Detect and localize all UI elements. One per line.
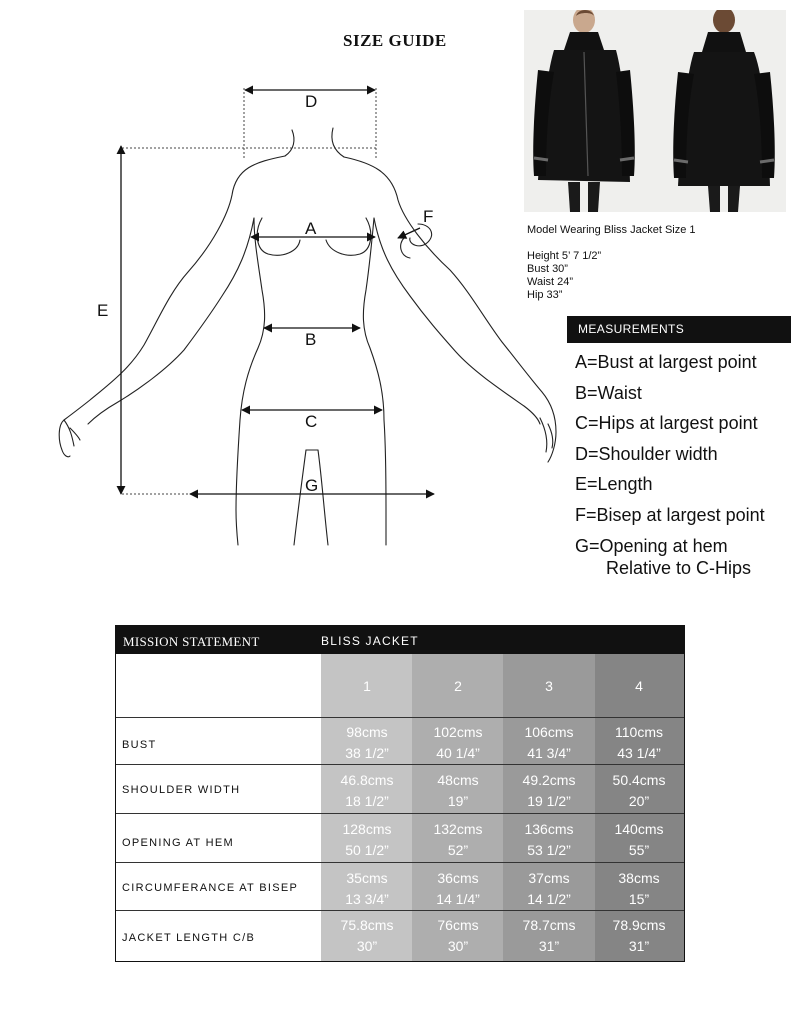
- label-d: D: [305, 92, 318, 111]
- page-title: SIZE GUIDE: [343, 31, 447, 50]
- measurement-item: B=Waist: [575, 382, 642, 403]
- size-header: 1: [363, 678, 371, 694]
- row-label-opening-at-hem: OPENING AT HEM: [122, 837, 234, 849]
- table-cell: 48cms 19”: [437, 772, 479, 809]
- measurement-item: E=Length: [575, 474, 653, 495]
- model-height: Height 5’ 7 1/2”: [527, 250, 602, 262]
- table-cell: 78.7cms 31”: [522, 917, 576, 954]
- table-cell: 76cms 30”: [437, 917, 479, 954]
- table-cell: 75.8cms 30”: [340, 917, 394, 954]
- row-divider: [116, 764, 684, 765]
- label-f: F: [423, 207, 434, 226]
- table-cell: 128cms 50 1/2”: [342, 821, 392, 858]
- measurement-item-note: Relative to C-Hips: [606, 558, 752, 579]
- table-cell: 49.2cms 19 1/2”: [522, 772, 576, 809]
- table-cell: 136cms 53 1/2”: [524, 821, 574, 858]
- row-divider: [116, 910, 684, 911]
- mission-statement-label: MISSION STATEMENT: [123, 634, 260, 649]
- measurement-item: G=Opening at hem: [575, 535, 728, 556]
- measurement-item: D=Shoulder width: [575, 443, 718, 464]
- inner-leg-left: [294, 450, 306, 545]
- measurements-list: [575, 350, 765, 587]
- table-cell: 132cms 52”: [433, 821, 483, 858]
- model-bust: Bust 30”: [527, 263, 568, 275]
- table-cell: 35cms 13 3/4”: [345, 870, 389, 907]
- model-back: [673, 10, 775, 212]
- model-waist: Waist 24”: [527, 276, 574, 288]
- table-cell: 37cms 14 1/2”: [527, 870, 571, 907]
- size-header: 4: [635, 678, 643, 694]
- table-header: [116, 626, 684, 654]
- row-divider: [116, 717, 684, 718]
- model-front: [533, 10, 635, 212]
- size-table: [115, 625, 685, 962]
- label-b: B: [305, 330, 317, 349]
- row-divider: [116, 813, 684, 814]
- table-cell: 36cms 14 1/4”: [436, 870, 480, 907]
- inner-leg-right: [318, 450, 328, 545]
- torso-outline-left: [236, 218, 265, 545]
- product-name: BLISS JACKET: [321, 634, 419, 648]
- table-cell: 46.8cms 18 1/2”: [340, 772, 394, 809]
- model-caption: Model Wearing Bliss Jacket Size 1: [527, 224, 696, 236]
- size-header: 3: [545, 678, 553, 694]
- table-cell: 78.9cms 31”: [612, 917, 666, 954]
- table-cell: 140cms 55”: [614, 821, 664, 858]
- table-cell: 38cms 15”: [618, 870, 660, 907]
- size-header: 2: [454, 678, 462, 694]
- row-label-bust: BUST: [122, 739, 157, 751]
- label-e: E: [97, 301, 109, 320]
- table-cell: 98cms 38 1/2”: [345, 724, 389, 761]
- model-info: [527, 224, 696, 302]
- label-c: C: [305, 412, 318, 431]
- row-label-jacket-length: JACKET LENGTH C/B: [122, 932, 256, 944]
- table-cell: 110cms 43 1/4”: [615, 724, 663, 761]
- table-cell: 106cms 41 3/4”: [524, 724, 574, 761]
- label-a: A: [305, 219, 317, 238]
- measurement-item: A=Bust at largest point: [575, 352, 757, 372]
- row-divider: [116, 862, 684, 863]
- measurement-item: C=Hips at largest point: [575, 413, 758, 434]
- label-g: G: [305, 476, 319, 495]
- row-label-circumference-at-bisep: CIRCUMFERANCE AT BISEP: [122, 882, 299, 894]
- model-hip: Hip 33”: [527, 289, 563, 301]
- table-cell: 50.4cms 20”: [612, 772, 666, 809]
- measurement-item: F=Bisep at largest point: [575, 504, 765, 525]
- measurements-heading: MEASUREMENTS: [567, 316, 791, 343]
- row-label-shoulder-width: SHOULDER WIDTH: [122, 784, 241, 796]
- left-arm-outline: [59, 156, 285, 457]
- neck-outline: [285, 130, 294, 156]
- model-photo: [524, 10, 786, 212]
- torso-outline-right: [363, 218, 386, 545]
- table-cell: 102cms 40 1/4”: [433, 724, 483, 761]
